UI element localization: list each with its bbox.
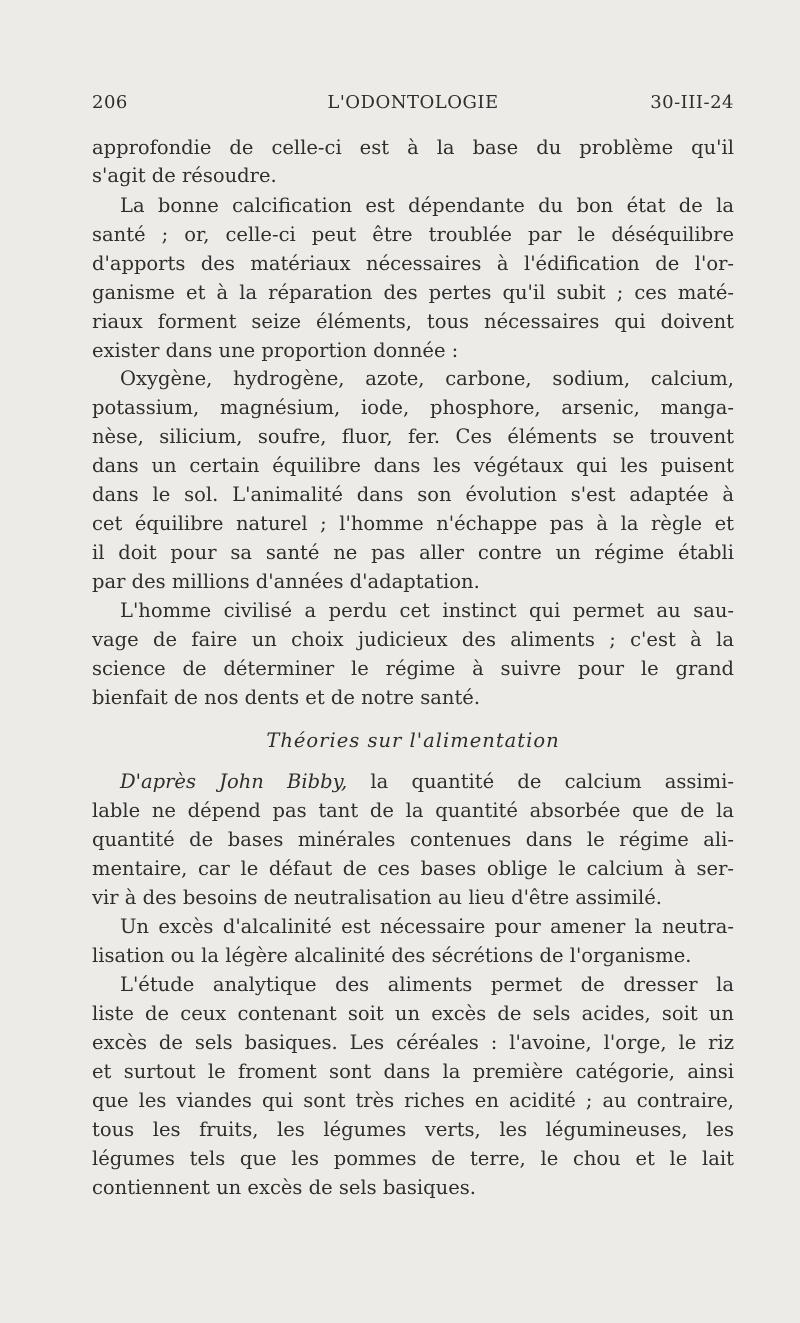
issue-date: 30-III-24 [650,92,734,113]
text-line: s'agit de résoudre. [92,164,277,187]
text-line: vage de faire un choix judicieux des aliments ; c'est à la [92,628,734,651]
text-line: L'étude analytique des aliments permet de dresser la [120,973,734,996]
text-line: Un excès d'alcalinité est nécessaire pour amener la neutra- [120,915,734,938]
text-line: d'apports des matériaux nécessaires à l'édification de l'or- [92,252,734,275]
text-line: dans le sol. L'animalité dans son évolution s'est adaptée à [92,483,734,506]
page-number: 206 [92,92,128,113]
page-header [92,92,734,124]
text-line: nèse, silicium, soufre, fluor, fer. Ces éléments se trouvent [92,425,734,448]
text-line [120,769,734,795]
text-line: santé ; or, celle-ci peut être troublée par le déséquilibre [92,223,734,246]
text-line: et surtout le froment sont dans la première catégorie, ainsi [92,1060,734,1083]
text-line: lable ne dépend pas tant de la quantité absorbée que de la [92,799,734,822]
running-title: L'ODONTOLOGIE [327,92,499,113]
text-line: lisation ou la légère alcalinité des sécrétions de l'organisme. [92,944,692,967]
text-line: exister dans une proportion donnée : [92,339,459,362]
text-line: cet équilibre naturel ; l'homme n'échappe pas à la règle et [92,512,734,535]
text-line: science de déterminer le régime à suivre pour le grand [92,657,734,680]
text-line: liste de ceux contenant soit un excès de sels acides, soit un [92,1002,734,1025]
text-line: bienfait de nos dents et de notre santé. [92,686,481,709]
text-line: mentaire, car le défaut de ces bases oblige le calcium à ser- [92,857,734,880]
text-line: ganisme et à la réparation des pertes qu'il subit ; ces maté- [92,281,734,304]
text-line: excès de sels basiques. Les céréales : l'avoine, l'orge, le riz [92,1031,734,1054]
text-fragment: la quantité de calcium assimi- [347,770,734,793]
text-line: par des millions d'années d'adaptation. [92,570,480,593]
text-line: il doit pour sa santé ne pas aller contre un régime établi [92,541,734,564]
text-line: tous les fruits, les légumes verts, les légumineuses, les [92,1118,734,1141]
section-title: Théories sur l'alimentation [266,729,560,752]
text-line: riaux forment seize éléments, tous nécessaires qui doivent [92,310,734,333]
text-line: contiennent un excès de sels basiques. [92,1176,476,1199]
text-line: quantité de bases minérales contenues dans le régime ali- [92,828,734,851]
text-line: que les viandes qui sont très riches en acidité ; au contraire, [92,1089,734,1112]
text-line: vir à des besoins de neutralisation au lieu d'être assimilé. [92,886,662,909]
text-line: potassium, magnésium, iode, phosphore, arsenic, manga- [92,396,734,419]
text-line: approfondie de celle-ci est à la base du problème qu'il [92,136,734,159]
text-line: dans un certain équilibre dans les végétaux qui les puisent [92,454,734,477]
text-line: La bonne calcification est dépendante du bon état de la [120,194,734,217]
text-line: légumes tels que les pommes de terre, le chou et le lait [92,1147,734,1170]
author-reference: D'après John Bibby, [120,770,348,793]
text-line: Oxygène, hydrogène, azote, carbone, sodium, calcium, [120,367,734,390]
text-line: L'homme civilisé a perdu cet instinct qui permet au sau- [120,599,734,622]
